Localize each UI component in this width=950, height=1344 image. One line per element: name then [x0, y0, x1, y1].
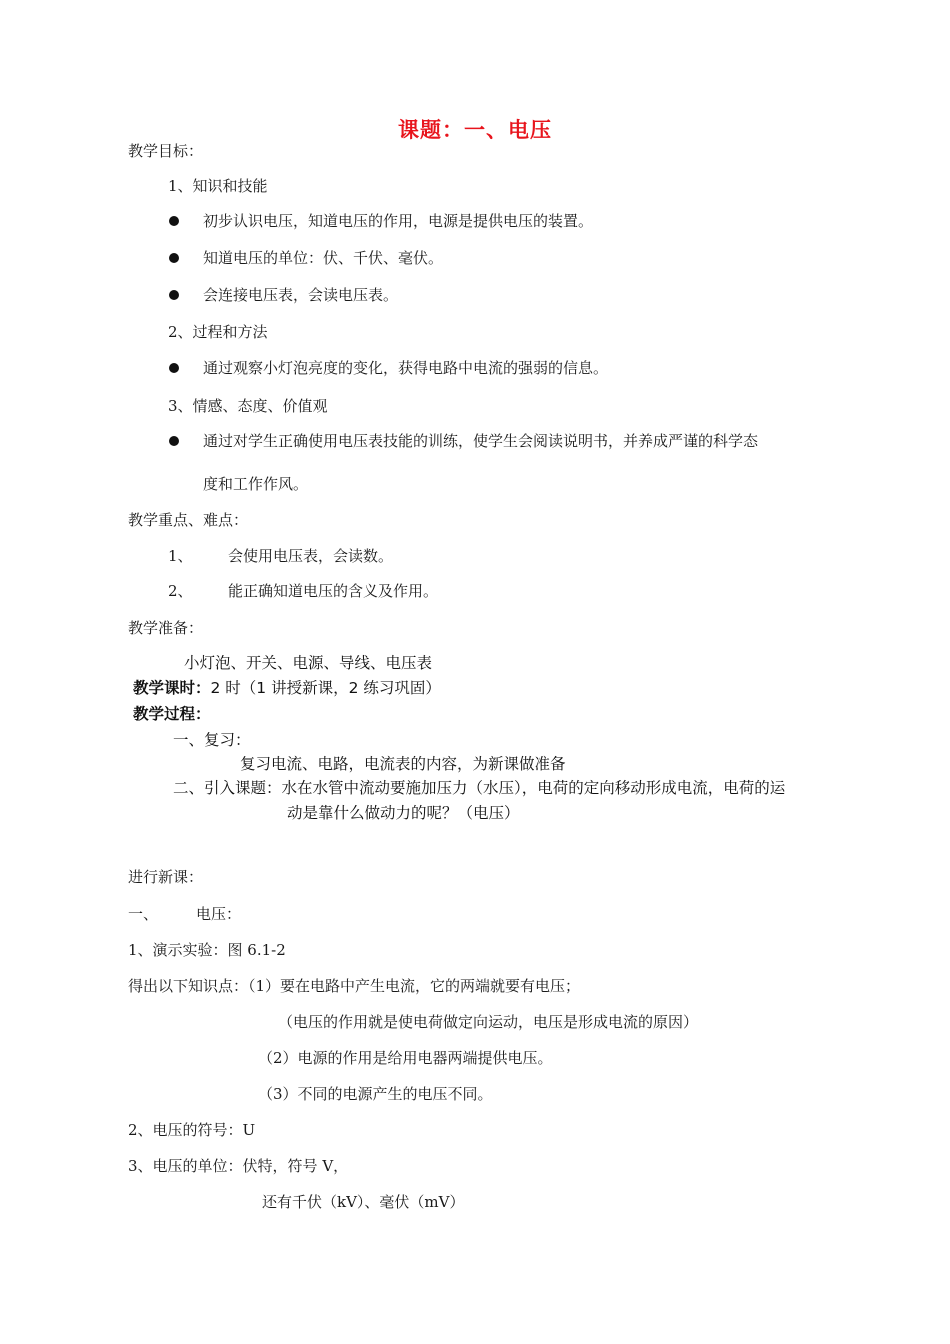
hours-label: 教学课时：	[133, 679, 211, 697]
knowledge-item-1: 初步认识电压，知道电压的作用，电源是提供电压的装置。	[203, 212, 594, 230]
process-heading: 2、过程和方法	[168, 323, 268, 341]
keypoint-number: 1、	[168, 547, 193, 565]
unit-line: 3、电压的单位：伏特，符号 V，	[128, 1157, 349, 1175]
preparation-materials: 小灯泡、开关、电源、导线、电压表	[184, 654, 433, 672]
knowledge-item-3: 会连接电压表，会读电压表。	[203, 286, 399, 304]
section-number: 一、	[128, 905, 159, 923]
knowledge-heading: 1、知识和技能	[168, 177, 268, 195]
demo-line: 1、演示实验：图 6.1-2	[128, 941, 286, 959]
bullet-icon	[169, 436, 179, 446]
review-text: 复习电流、电路，电流表的内容，为新课做准备	[240, 755, 566, 773]
intro-line-2: 动是靠什么做动力的呢？（电压）	[287, 804, 520, 822]
keypoint-text: 能正确知道电压的含义及作用。	[228, 582, 439, 600]
new-lesson-heading: 进行新课：	[128, 868, 204, 886]
intro-line-1: 二、引入课题：水在水管中流动要施加压力（水压），电荷的定向移动形成电流，电荷的运	[173, 779, 786, 797]
objectives-heading: 教学目标：	[128, 142, 204, 160]
bullet-icon	[169, 363, 179, 373]
emotion-heading: 3、情感、态度、价值观	[168, 397, 328, 415]
conclusion-lead: 得出以下知识点：（1）要在电路中产生电流，它的两端就要有电压；	[128, 977, 581, 995]
section-title: 电压：	[196, 905, 242, 923]
process-item-1: 通过观察小灯泡亮度的变化，获得电路中电流的强弱的信息。	[203, 359, 609, 377]
point-2: （2）电源的作用是给用电器两端提供电压。	[258, 1049, 553, 1067]
unit-more-line: 还有千伏（kV）、毫伏（mV）	[262, 1193, 465, 1211]
review-label: 一、复习：	[173, 731, 251, 749]
keypoint-text: 会使用电压表，会读数。	[228, 547, 394, 565]
procedure-heading: 教学过程：	[133, 705, 211, 723]
bullet-icon	[169, 290, 179, 300]
emotion-item-line-2: 度和工作作风。	[203, 475, 309, 493]
knowledge-item-2: 知道电压的单位：伏、千伏、毫伏。	[203, 249, 444, 267]
keypoint-number: 2、	[168, 582, 193, 600]
symbol-line: 2、电压的符号：U	[128, 1121, 256, 1139]
bullet-icon	[169, 216, 179, 226]
conclusion-note: （电压的作用就是使电荷做定向运动，电压是形成电流的原因）	[278, 1013, 699, 1031]
hours-line	[133, 678, 441, 698]
bullet-icon	[169, 253, 179, 263]
preparation-heading: 教学准备：	[128, 619, 204, 637]
point-3: （3）不同的电源产生的电压不同。	[258, 1085, 493, 1103]
keypoints-heading: 教学重点、难点：	[128, 511, 249, 529]
emotion-item-line-1: 通过对学生正确使用电压表技能的训练，使学生会阅读说明书，并养成严谨的科学态	[203, 432, 759, 450]
hours-value: 2 时（1 讲授新课，2 练习巩固）	[210, 679, 441, 697]
page-title: 课题：一、电压	[398, 118, 552, 142]
